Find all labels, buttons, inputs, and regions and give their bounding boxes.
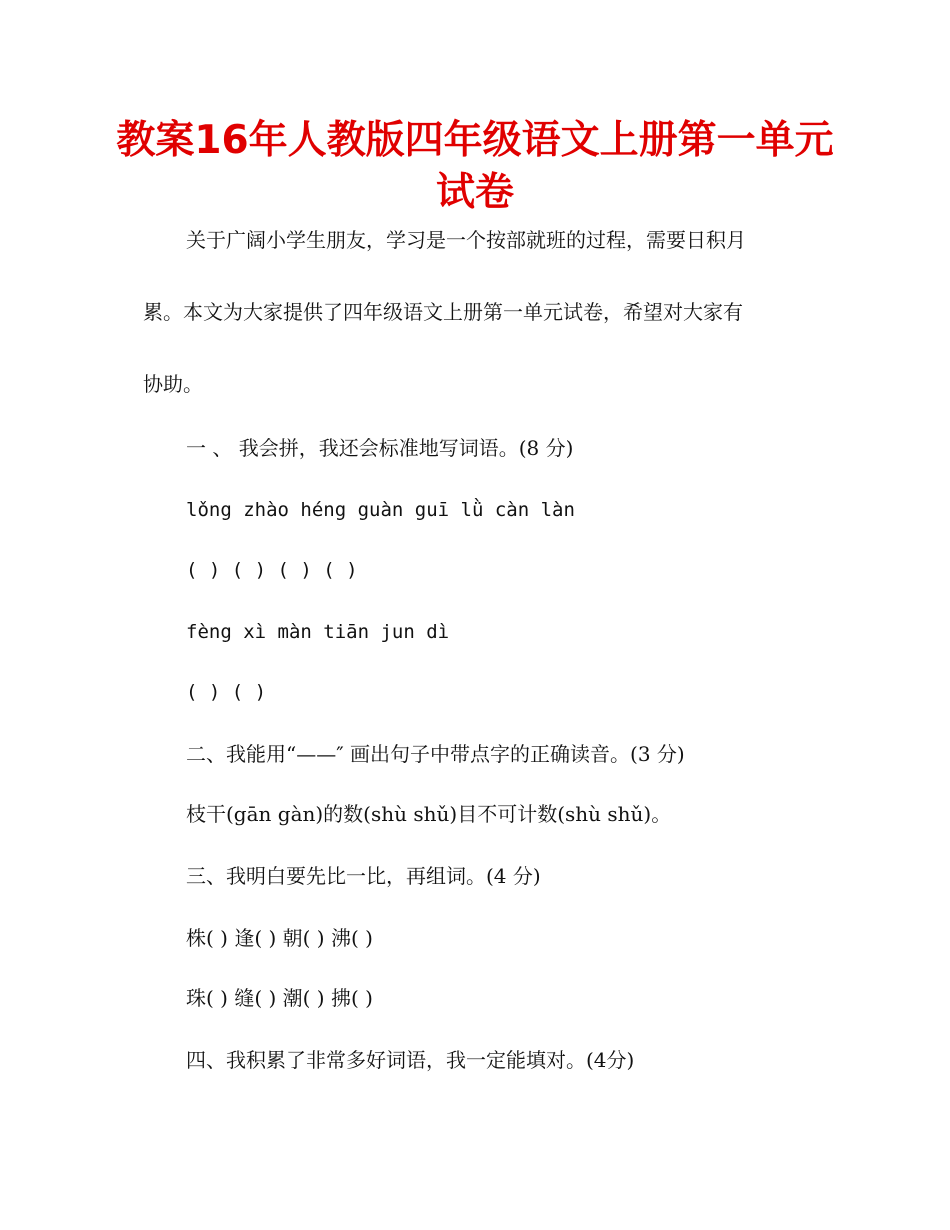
section-1-pinyin-row-1: lǒng zhào héng guàn guī lǜ càn làn — [186, 499, 575, 521]
section-1-heading: 一 、 我会拼，我还会标准地写词语。(8 分) — [186, 436, 574, 460]
page-title-line-1: 教案16年人教版四年级语文上册第一单元 — [116, 118, 834, 163]
section-3-row-2: 珠( ) 缝( ) 潮( ) 拂( ) — [186, 986, 373, 1010]
section-2-sentence: 枝干(gān gàn)的数(shù shǔ)目不可计数(shù shǔ)。 — [186, 802, 672, 826]
intro-line-3: 协助。 — [143, 372, 203, 396]
section-3-row-1: 株( ) 逢( ) 朝( ) 沸( ) — [186, 926, 373, 950]
intro-line-2: 累。本文为大家提供了四年级语文上册第一单元试卷，希望对大家有 — [143, 300, 743, 324]
section-1-blanks-row-2: ( ) ( ) — [186, 681, 267, 703]
section-3-heading: 三、我明白要先比一比，再组词。(4 分) — [186, 864, 541, 888]
intro-line-1: 关于广阔小学生朋友，学习是一个按部就班的过程，需要日积月 — [186, 228, 746, 252]
page-title-line-2: 试卷 — [435, 170, 514, 215]
section-1-pinyin-row-2: fèng xì màn tiān jun dì — [186, 621, 450, 643]
section-2-heading: 二、我能用“——″ 画出句子中带点字的正确读音。(3 分) — [186, 742, 685, 766]
section-4-heading: 四、我积累了非常多好词语，我一定能填对。(4分) — [186, 1048, 635, 1072]
section-1-blanks-row-1: ( ) ( ) ( ) ( ) — [186, 559, 358, 581]
